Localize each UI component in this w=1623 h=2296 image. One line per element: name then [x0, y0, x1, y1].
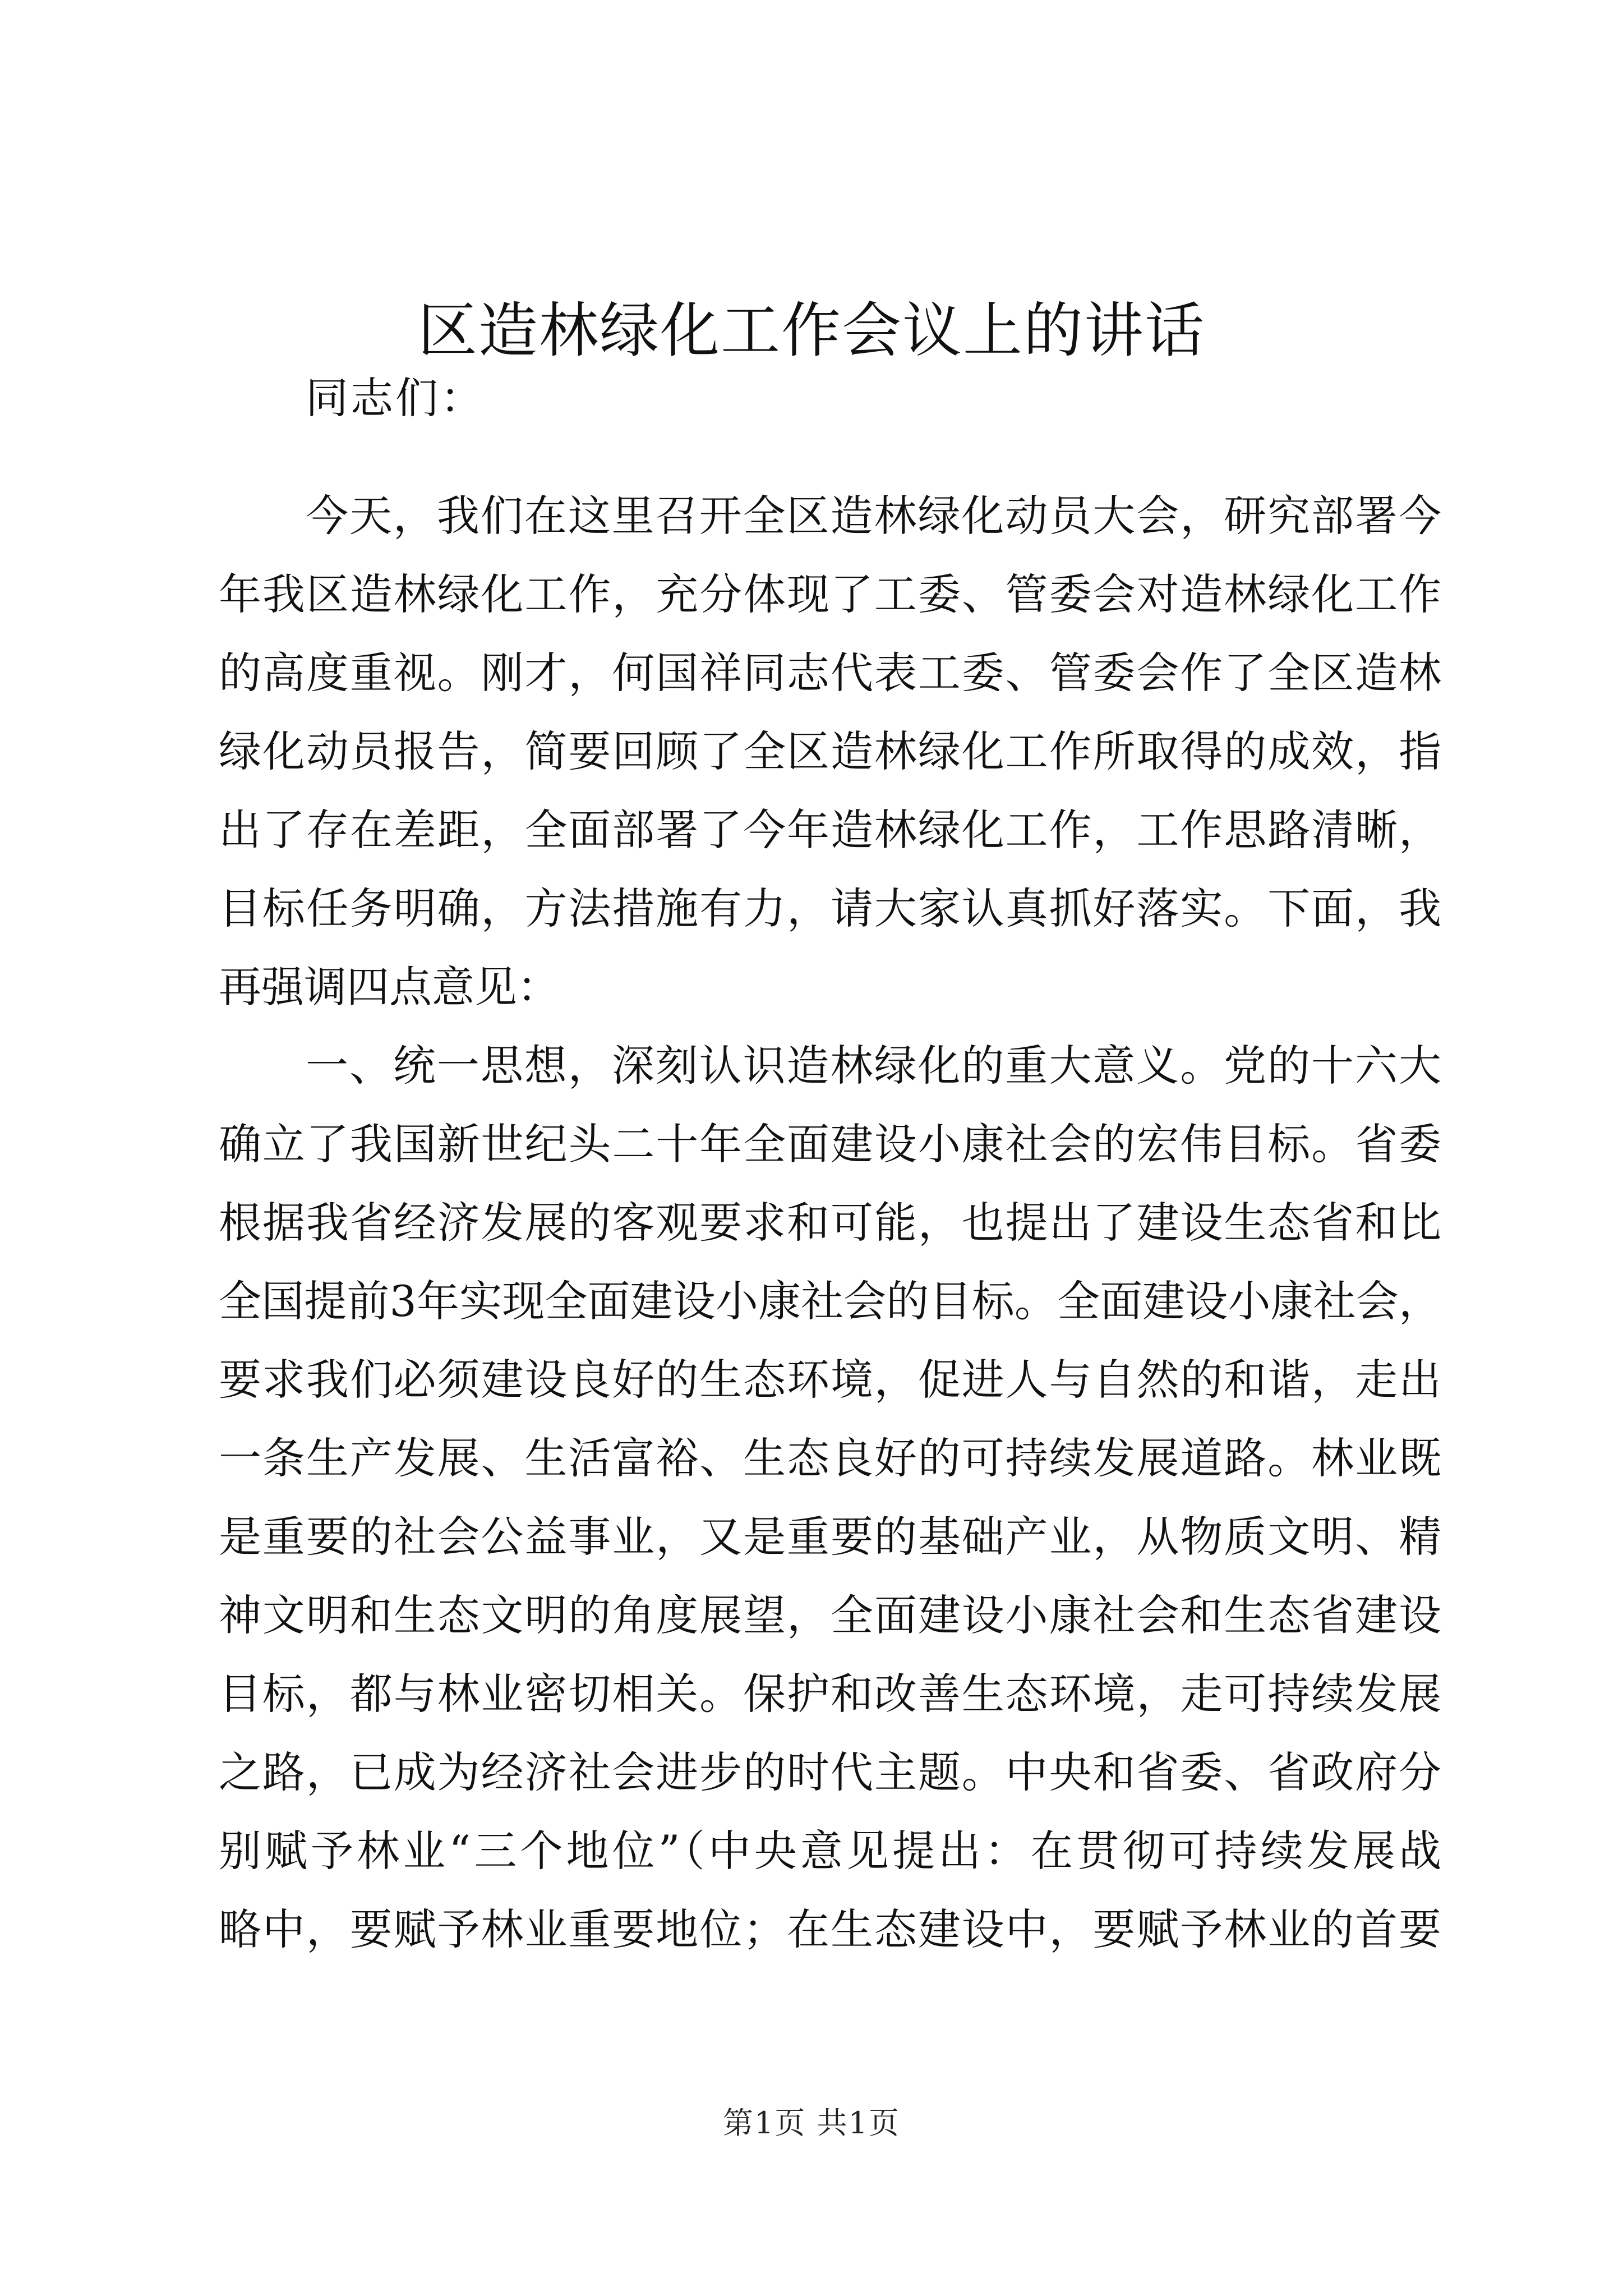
paragraph-line: 绿化动员报告，简要回顾了全区造林绿化工作所取得的成效，指 — [219, 726, 1441, 776]
paragraph-line: 再强调四点意见： — [219, 962, 560, 1012]
paragraph-line: 的高度重视。刚才，何国祥同志代表工委、管委会作了全区造林 — [219, 648, 1441, 698]
paragraph-line: 确立了我国新世纪头二十年全面建设小康社会的宏伟目标。省委 — [219, 1119, 1441, 1169]
paragraph-line: 今天，我们在这里召开全区造林绿化动员大会，研究部署今 — [306, 491, 1441, 541]
paragraph-line: 全国提前3年实现全面建设小康社会的目标。全面建设小康社会， — [219, 1276, 1441, 1326]
paragraph-line: 一条生产发展、生活富裕、生态良好的可持续发展道路。林业既 — [219, 1433, 1441, 1483]
salutation: 同志们： — [306, 373, 485, 423]
paragraph-line: 要求我们必须建设良好的生态环境，促进人与自然的和谐，走出 — [219, 1355, 1441, 1405]
paragraph-line: 年我区造林绿化工作，充分体现了工委、管委会对造林绿化工作 — [219, 569, 1441, 619]
paragraph-line: 之路，已成为经济社会进步的时代主题。中央和省委、省政府分 — [219, 1747, 1441, 1797]
page-footer: 第1页 共1页 — [723, 2105, 900, 2141]
paragraph-line: 神文明和生态文明的角度展望，全面建设小康社会和生态省建设 — [219, 1590, 1441, 1640]
paragraph-line: 一、统一思想，深刻认识造林绿化的重大意义。党的十六大 — [306, 1041, 1441, 1091]
paragraph-line: 目标，都与林业密切相关。保护和改善生态环境，走可持续发展 — [219, 1669, 1441, 1719]
paragraph-line: 是重要的社会公益事业，又是重要的基础产业，从物质文明、精 — [219, 1512, 1441, 1562]
paragraph-line: 别赋予林业“三个地位”（中央意见提出：在贯彻可持续发展战 — [219, 1826, 1441, 1876]
page-title: 区造林绿化工作会议上的讲话 — [418, 296, 1205, 365]
paragraph-line: 出了存在差距，全面部署了今年造林绿化工作，工作思路清晰， — [219, 805, 1441, 855]
paragraph-line: 根据我省经济发展的客观要求和可能，也提出了建设生态省和比 — [219, 1198, 1441, 1248]
paragraph-line: 目标任务明确，方法措施有力，请大家认真抓好落实。下面，我 — [219, 884, 1441, 933]
paragraph-line: 略中，要赋予林业重要地位；在生态建设中，要赋予林业的首要 — [219, 1904, 1441, 1954]
